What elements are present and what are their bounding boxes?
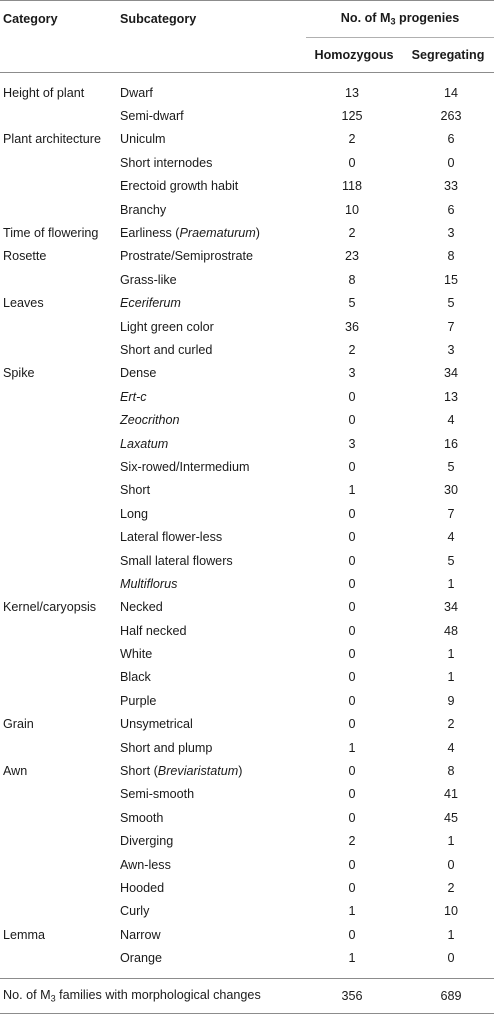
table-row [0, 502, 494, 525]
subcategory-italic-text: Eceriferum [120, 296, 181, 311]
table-row [0, 104, 494, 127]
row-homozygous-count: 0 [348, 717, 356, 732]
header-group-suffix: progenies [395, 11, 460, 26]
row-segregating-count: 263 [440, 109, 462, 124]
table-row [0, 666, 494, 689]
row-homozygous-count: 2 [348, 226, 356, 241]
row-subcategory [116, 151, 306, 174]
row-segregating-count: 8 [447, 249, 455, 264]
row-homozygous-count: 0 [348, 459, 356, 474]
row-segregating-count: 13 [443, 389, 458, 404]
row-subcategory [116, 432, 306, 455]
row-subcategory [116, 830, 306, 853]
row-homozygous-count: 0 [348, 927, 356, 942]
row-subcategory [116, 362, 306, 385]
subcategory-text: Necked [120, 600, 163, 615]
header-subcategory: Subcategory [116, 1, 306, 38]
footer-label [0, 978, 306, 1013]
table-row [0, 128, 494, 151]
row-category [0, 408, 116, 431]
row-homozygous-count: 0 [348, 857, 356, 872]
table-row [0, 81, 494, 104]
table-row [0, 479, 494, 502]
row-homozygous-count: 0 [348, 693, 356, 708]
row-segregating-count: 5 [447, 459, 455, 474]
table-row [0, 713, 494, 736]
row-homozygous-count: 118 [341, 179, 363, 194]
table-row [0, 385, 494, 408]
row-homozygous-count: 0 [348, 810, 356, 825]
header-group-prefix: No. of M [340, 11, 391, 26]
row-category: Plant architecture [3, 132, 102, 147]
row-segregating-count: 0 [447, 155, 455, 170]
row-segregating-count: 45 [443, 810, 458, 825]
row-subcategory [116, 408, 306, 431]
row-segregating-count: 1 [447, 670, 455, 685]
header-homozygous: Homozygous [306, 38, 402, 73]
row-homozygous-count: 0 [348, 389, 356, 404]
table-row [0, 268, 494, 291]
subcategory-text: Semi-smooth [120, 787, 195, 802]
row-subcategory [116, 455, 306, 478]
row-category [0, 525, 116, 548]
row-segregating-count: 16 [443, 436, 458, 451]
subcategory-text: Curly [120, 904, 150, 919]
row-category [0, 830, 116, 853]
row-homozygous-count: 1 [348, 483, 356, 498]
row-subcategory [116, 502, 306, 525]
row-segregating-count: 30 [443, 483, 458, 498]
row-subcategory [116, 853, 306, 876]
row-category: Time of flowering [3, 226, 99, 241]
table-row [0, 900, 494, 923]
table-row [0, 876, 494, 899]
row-category [0, 104, 116, 127]
row-category [0, 619, 116, 642]
table-row [0, 642, 494, 665]
table-row [0, 151, 494, 174]
row-homozygous-count: 0 [348, 576, 356, 591]
row-category [0, 642, 116, 665]
row-subcategory [116, 736, 306, 759]
row-homozygous-count: 10 [344, 202, 359, 217]
row-homozygous-count: 23 [344, 249, 359, 264]
row-category [0, 175, 116, 198]
row-segregating-count: 1 [447, 576, 455, 591]
row-category: Grain [3, 717, 34, 732]
row-segregating-count: 6 [447, 132, 455, 147]
subcategory-italic-text: Praematurum [179, 226, 256, 241]
subcategory-text: Branchy [120, 202, 167, 217]
table-row [0, 455, 494, 478]
row-subcategory [116, 923, 306, 946]
row-segregating-count: 1 [447, 927, 455, 942]
subcategory-text: Earliness ( [120, 226, 180, 241]
subcategory-text: Short and curled [120, 342, 213, 357]
subcategory-text: Orange [120, 951, 163, 966]
row-homozygous-count: 0 [348, 764, 356, 779]
row-segregating-count: 14 [443, 85, 458, 100]
row-subcategory [116, 81, 306, 104]
row-homozygous-count: 1 [348, 951, 356, 966]
footer-homozygous-total: 356 [306, 978, 402, 1013]
row-subcategory [116, 900, 306, 923]
row-homozygous-count: 36 [344, 319, 359, 334]
row-homozygous-count: 2 [348, 834, 356, 849]
row-segregating-count: 3 [447, 226, 455, 241]
row-subcategory [116, 642, 306, 665]
row-homozygous-count: 0 [348, 553, 356, 568]
subcategory-text: Prostrate/Semiprostrate [120, 249, 253, 264]
row-category [0, 689, 116, 712]
body-spacer [0, 970, 494, 979]
table-row [0, 198, 494, 221]
row-segregating-count: 2 [447, 880, 455, 895]
subcategory-text: Dense [120, 366, 157, 381]
table-row [0, 292, 494, 315]
table-row [0, 408, 494, 431]
subcategory-text: White [120, 647, 153, 662]
header-row-2 [0, 38, 494, 73]
header-group-subscript: 3 [390, 16, 396, 27]
row-subcategory [116, 385, 306, 408]
row-subcategory [116, 525, 306, 548]
subcategory-text: Short internodes [120, 155, 213, 170]
row-segregating-count: 8 [447, 764, 455, 779]
row-segregating-count: 2 [447, 717, 455, 732]
row-homozygous-count: 1 [348, 904, 356, 919]
row-category [0, 455, 116, 478]
row-category: Height of plant [3, 85, 85, 100]
row-segregating-count: 10 [443, 904, 458, 919]
subcategory-text: Unsymetrical [120, 717, 193, 732]
header-spacer [0, 73, 494, 82]
subcategory-italic-text: Breviaristatum [157, 764, 239, 779]
row-category: Leaves [3, 296, 44, 311]
subcategory-text: Purple [120, 693, 157, 708]
row-subcategory [116, 104, 306, 127]
subcategory-text: Hooded [120, 880, 165, 895]
row-subcategory [116, 292, 306, 315]
subcategory-text: Light green color [120, 319, 214, 334]
table-row [0, 806, 494, 829]
row-segregating-count: 7 [447, 319, 455, 334]
row-segregating-count: 1 [447, 647, 455, 662]
subcategory-text: Grass-like [120, 272, 177, 287]
row-homozygous-count: 0 [348, 647, 356, 662]
row-category [0, 806, 116, 829]
row-homozygous-count: 0 [348, 155, 356, 170]
row-category [0, 783, 116, 806]
row-segregating-count: 0 [447, 951, 455, 966]
row-subcategory [116, 806, 306, 829]
row-segregating-count: 3 [447, 342, 455, 357]
row-subcategory [116, 338, 306, 361]
row-category [0, 502, 116, 525]
row-segregating-count: 5 [447, 296, 455, 311]
subcategory-italic-text: Laxatum [120, 436, 169, 451]
row-segregating-count: 34 [443, 366, 458, 381]
subcategory-italic-text: Zeocrithon [120, 413, 180, 428]
row-category: Lemma [3, 927, 45, 942]
row-subcategory [116, 666, 306, 689]
table-row [0, 221, 494, 244]
table-row [0, 432, 494, 455]
header-row-1 [0, 1, 494, 38]
subcategory-text: Short [120, 483, 151, 498]
row-subcategory [116, 572, 306, 595]
footer-label-subscript: 3 [50, 993, 56, 1004]
row-subcategory [116, 689, 306, 712]
row-subcategory [116, 128, 306, 151]
table-row [0, 923, 494, 946]
table-row [0, 245, 494, 268]
table-row [0, 830, 494, 853]
row-segregating-count: 33 [443, 179, 458, 194]
row-homozygous-count: 3 [348, 436, 356, 451]
row-homozygous-count: 0 [348, 530, 356, 545]
row-homozygous-count: 1 [348, 740, 356, 755]
row-segregating-count: 41 [443, 787, 458, 802]
row-subcategory [116, 175, 306, 198]
row-subcategory [116, 596, 306, 619]
row-homozygous-count: 5 [348, 296, 356, 311]
subcategory-text: Semi-dwarf [120, 109, 184, 124]
row-subcategory [116, 549, 306, 572]
row-subcategory [116, 783, 306, 806]
table-body [0, 81, 494, 978]
row-category [0, 946, 116, 969]
footer-label-suffix: families with morphological changes [55, 988, 261, 1003]
subcategory-text: Short and plump [120, 740, 213, 755]
row-subcategory [116, 619, 306, 642]
subcategory-text: Short ( [120, 764, 158, 779]
row-homozygous-count: 0 [348, 670, 356, 685]
row-homozygous-count: 0 [348, 413, 356, 428]
table-header [0, 1, 494, 82]
row-category [0, 432, 116, 455]
row-category [0, 268, 116, 291]
row-homozygous-count: 0 [348, 880, 356, 895]
row-category [0, 876, 116, 899]
row-homozygous-count: 13 [344, 85, 359, 100]
row-subcategory [116, 713, 306, 736]
row-subcategory [116, 946, 306, 969]
subcategory-text: Erectoid growth habit [120, 179, 239, 194]
row-homozygous-count: 2 [348, 342, 356, 357]
row-subcategory [116, 245, 306, 268]
table-row [0, 525, 494, 548]
row-category: Rosette [3, 249, 47, 264]
table-row [0, 572, 494, 595]
subcategory-text: Half necked [120, 623, 187, 638]
subcategory-text: Lateral flower-less [120, 530, 223, 545]
row-category [0, 479, 116, 502]
subcategory-italic-text: Multiflorus [120, 576, 178, 591]
row-segregating-count: 15 [443, 272, 458, 287]
row-subcategory [116, 268, 306, 291]
table-row [0, 946, 494, 969]
footer-segregating-total: 689 [402, 978, 494, 1013]
header-category: Category [0, 1, 116, 38]
row-homozygous-count: 0 [348, 506, 356, 521]
table-row [0, 315, 494, 338]
table-row [0, 689, 494, 712]
row-homozygous-count: 0 [348, 623, 356, 638]
row-segregating-count: 4 [447, 530, 455, 545]
row-segregating-count: 9 [447, 693, 455, 708]
row-subcategory [116, 315, 306, 338]
row-segregating-count: 34 [443, 600, 458, 615]
row-category [0, 198, 116, 221]
row-segregating-count: 7 [447, 506, 455, 521]
row-segregating-count: 0 [447, 857, 455, 872]
row-homozygous-count: 125 [341, 109, 363, 124]
table-row [0, 596, 494, 619]
subcategory-text: Black [120, 670, 151, 685]
row-category [0, 151, 116, 174]
header-segregating: Segregating [402, 38, 494, 73]
subcategory-text: Small lateral flowers [120, 553, 233, 568]
subcategory-text-suffix: ) [238, 764, 243, 779]
row-category [0, 900, 116, 923]
row-category [0, 385, 116, 408]
row-category [0, 572, 116, 595]
row-category [0, 853, 116, 876]
header-progenies-group [306, 1, 494, 38]
row-category [0, 666, 116, 689]
row-segregating-count: 4 [447, 413, 455, 428]
header-blank-2 [116, 38, 306, 73]
subcategory-text: Uniculm [120, 132, 166, 147]
row-category [0, 338, 116, 361]
table-row [0, 783, 494, 806]
subcategory-italic-text: Ert-c [120, 389, 147, 404]
row-category [0, 315, 116, 338]
subcategory-text: Awn-less [120, 857, 171, 872]
table-row [0, 362, 494, 385]
row-segregating-count: 5 [447, 553, 455, 568]
subcategory-text: Narrow [120, 927, 161, 942]
row-category [0, 549, 116, 572]
row-homozygous-count: 0 [348, 600, 356, 615]
row-homozygous-count: 3 [348, 366, 356, 381]
row-segregating-count: 1 [447, 834, 455, 849]
table-row [0, 175, 494, 198]
row-subcategory [116, 479, 306, 502]
row-segregating-count: 48 [443, 623, 458, 638]
row-homozygous-count: 8 [348, 272, 356, 287]
row-category: Spike [3, 366, 35, 381]
table-row [0, 549, 494, 572]
subcategory-text-suffix: ) [255, 226, 260, 241]
table-row [0, 853, 494, 876]
table-footer [0, 978, 494, 1013]
table-row [0, 736, 494, 759]
row-subcategory [116, 198, 306, 221]
row-segregating-count: 4 [447, 740, 455, 755]
subcategory-text: Diverging [120, 834, 174, 849]
row-category [0, 736, 116, 759]
row-category: Kernel/caryopsis [3, 600, 97, 615]
subcategory-text: Dwarf [120, 85, 153, 100]
footer-label-prefix: No. of M [3, 988, 51, 1003]
table-row [0, 338, 494, 361]
header-blank-1 [0, 38, 116, 73]
row-category: Awn [3, 764, 28, 779]
subcategory-text: Smooth [120, 810, 164, 825]
row-homozygous-count: 0 [348, 787, 356, 802]
subcategory-text: Six-rowed/Intermedium [120, 459, 250, 474]
row-homozygous-count: 2 [348, 132, 356, 147]
subcategory-text: Long [120, 506, 149, 521]
row-subcategory [116, 221, 306, 244]
footer-row [0, 978, 494, 1013]
row-segregating-count: 6 [447, 202, 455, 217]
table-row [0, 619, 494, 642]
table-row [0, 759, 494, 782]
row-subcategory [116, 876, 306, 899]
row-subcategory [116, 759, 306, 782]
